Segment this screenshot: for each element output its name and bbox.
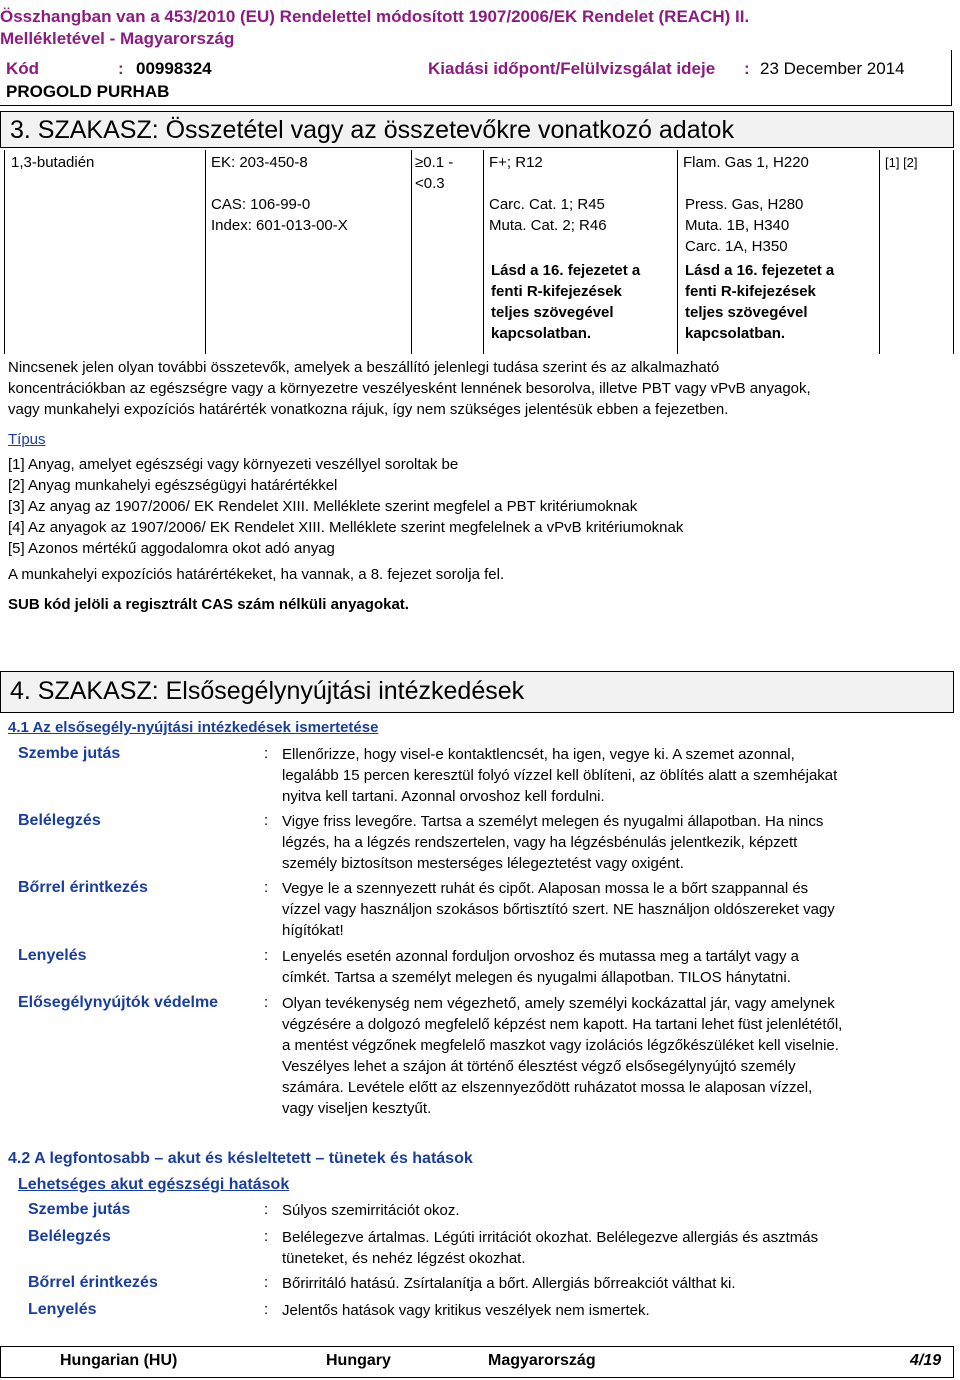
section3-title: 3. SZAKASZ: Összetétel vagy az összetevőkre vonatkozó adatok [10, 116, 734, 144]
first-aid-text-protection: Olyan tevékenység nem végezhető, amely személyi kockázattal jár, vagy amelynek végzésére a dolgozó megfelelő képzést nem kapott. Ha tartani lehet füst jelenlététől, a mentést végzőnek megfelelő maszkot vagy izolációs légzőkészüléket kell viselnie. Veszélyes lehet a szájon át történő élesztést végző elsősegélynyújtó személy számára. Levétele előtt az elszennyeződött ruházatot mossa le alaposan vízzel, vagy viseljen kesztyűt. [282, 995, 843, 1117]
h-statement: Muta. 1B, H340 [685, 217, 790, 234]
first-aid-text-ingestion: Lenyelés esetén azonnal forduljon orvoshoz és mutassa meg a tartályt vagy a címkét. Tartsa a személyt melegen és nyugalmi állapotban. TILOS hánytatni. [282, 948, 799, 986]
acute-label-ingestion: Lenyelés [28, 1301, 97, 1318]
first-aid-label-protection: Elősegélynyújtók védelme [18, 994, 219, 1011]
acute-colon: : [264, 1201, 269, 1218]
issue-date-label: Kiadási időpont/Felülvizsgálat ideje [428, 59, 716, 78]
acute-effects-heading: Lehetséges akut egészségi hatások [18, 1176, 290, 1193]
r-note-line: kapcsolatban. [491, 325, 592, 342]
acute-colon: : [264, 1274, 269, 1291]
h-statement: Press. Gas, H280 [685, 196, 804, 213]
first-aid-text-skin: Vegye le a szennyezett ruhát és cipőt. Alaposan mossa le a bőrt szappannal és vízzel vagy használjon szokásos bőrtisztító szert. NE használjon oldószereket vagy hígítókat! [282, 880, 835, 939]
footer-country: Hungary [326, 1352, 391, 1369]
h-note-line: teljes szövegével [685, 304, 808, 321]
components-paragraph-line: Nincsenek jelen olyan további összetevők, amelyek a beszállító jelenlegi tudása szerint és az alkalmazható [8, 359, 720, 376]
issue-date-colon: : [744, 59, 750, 78]
r-note-line: fenti R-kifejezések [491, 283, 622, 300]
acute-text-eye: Súlyos szemirritációt okoz. [282, 1202, 460, 1219]
h-statement: Carc. 1A, H350 [685, 238, 788, 255]
code-colon: : [118, 59, 124, 78]
acute-label-inhalation: Belélegzés [28, 1228, 111, 1245]
r-note-line: Lásd a 16. fejezetet a [491, 262, 641, 279]
type-item: [5] Azonos mértékű aggodalomra okot adó anyag [8, 540, 335, 557]
footer-language: Hungarian (HU) [60, 1352, 178, 1369]
type-item: [4] Az anyagok az 1907/2006/ EK Rendelet XIII. Melléklete szerint megfelelnek a vPvB kritériumoknak [8, 519, 684, 536]
first-aid-colon: : [264, 745, 269, 762]
acute-colon: : [264, 1301, 269, 1318]
ek-number: EK: 203-450-8 [211, 154, 308, 171]
acute-colon: : [264, 1228, 269, 1245]
page-number: 4/19 [910, 1352, 942, 1369]
first-aid-label-ingestion: Lenyelés [18, 947, 87, 964]
acute-label-skin: Bőrrel érintkezés [28, 1274, 158, 1291]
issue-date-value: 23 December 2014 [760, 59, 905, 78]
h-note-line: kapcsolatban. [685, 325, 786, 342]
acute-text-inhalation: Belélegezve ártalmas. Légúti irritációt okozhat. Belélegezve allergiás és asztmás tüneteket, és nehéz légzést okozhat. [282, 1229, 819, 1267]
exposure-note: A munkahelyi expozíciós határértékeket, ha vannak, a 8. fejezet sorolja fel. [8, 566, 505, 583]
type-heading: Típus [8, 431, 46, 448]
substance-type: [1] [2] [885, 155, 918, 170]
first-aid-label-inhalation: Belélegzés [18, 812, 101, 829]
footer-country-local: Magyarország [488, 1352, 596, 1369]
r-phrase: Carc. Cat. 1; R45 [489, 196, 605, 213]
r-phrase: F+; R12 [489, 154, 543, 171]
h-note-line: fenti R-kifejezések [685, 283, 816, 300]
first-aid-text-inhalation: Vigye friss levegőre. Tartsa a személyt melegen és nyugalmi állapotban. Ha nincs légzés, ha a légzés rendszertelen, vagy ha légzésbénulás jelentkezik, képzett személy biztosítson mesterséges lélegeztetést vagy oxigént. [282, 813, 824, 872]
first-aid-colon: : [264, 812, 269, 829]
section4-title: 4. SZAKASZ: Elsősegélynyújtási intézkedések [10, 677, 525, 705]
components-paragraph-line: vagy munkahelyi expozíciós határérték vonatkozna rájuk, így nem szükséges jelentésük ebben a fejezetben. [8, 401, 729, 418]
h-statement: Flam. Gas 1, H220 [683, 154, 809, 171]
document-regulation-title: Összhangban van a 453/2010 (EU) Rendelettel módosított 1907/2006/EK Rendelet (REACH) II. Mellékletével - Magyarország [0, 7, 750, 48]
first-aid-colon: : [264, 879, 269, 896]
components-paragraph-line: koncentrációkban az egészségre vagy a környezetre veszélyesként lennének besorolva, illetve PBT vagy vPvB anyagok, [8, 380, 811, 397]
subsection-4-1-heading: 4.1 Az elsősegély-nyújtási intézkedések ismertetése [8, 719, 379, 736]
index-number: Index: 601-013-00-X [211, 217, 348, 234]
acute-label-eye: Szembe jutás [28, 1201, 131, 1218]
subsection-4-2-heading: 4.2 A legfontosabb – akut és késleltetett – tünetek és hatások [8, 1150, 473, 1167]
acute-text-ingestion: Jelentős hatások vagy kritikus veszélyek nem ismertek. [282, 1302, 650, 1319]
concentration-max: <0.3 [415, 175, 445, 192]
product-name: PROGOLD PURHAB [6, 82, 170, 101]
r-phrase: Muta. Cat. 2; R46 [489, 217, 607, 234]
first-aid-label-eye: Szembe jutás [18, 745, 121, 762]
first-aid-colon: : [264, 994, 269, 1011]
first-aid-colon: : [264, 947, 269, 964]
r-note-line: teljes szövegével [491, 304, 614, 321]
sub-code-note: SUB kód jelöli a regisztrált CAS szám nélküli anyagokat. [8, 596, 409, 613]
concentration-min: ≥0.1 - [415, 154, 454, 171]
composition-table [4, 150, 954, 354]
type-item: [2] Anyag munkahelyi egészségügyi határértékkel [8, 477, 338, 494]
type-item: [1] Anyag, amelyet egészségi vagy környezeti veszéllyel soroltak be [8, 456, 459, 473]
acute-text-skin: Bőrirritáló hatású. Zsírtalanítja a bőrt. Allergiás bőrreakciót válthat ki. [282, 1275, 736, 1292]
cas-number: CAS: 106-99-0 [211, 196, 311, 213]
code-value: 00998324 [136, 59, 212, 78]
substance-name: 1,3-butadién [11, 154, 95, 171]
code-label: Kód [6, 59, 40, 78]
first-aid-text-eye: Ellenőrizze, hogy visel-e kontaktlencsét, ha igen, vegye ki. A szemet azonnal, legalább 15 percen keresztül folyó vízzel kell öblíteni, az öblítés alatt a szemhéjakat nyitva kell tartani. Azonnal orvoshoz kell fordulni. [282, 746, 838, 805]
type-item: [3] Az anyag az 1907/2006/ EK Rendelet XIII. Melléklete szerint megfelel a PBT kritériumoknak [8, 498, 638, 515]
h-note-line: Lásd a 16. fejezetet a [685, 262, 835, 279]
first-aid-label-skin: Bőrrel érintkezés [18, 879, 148, 896]
